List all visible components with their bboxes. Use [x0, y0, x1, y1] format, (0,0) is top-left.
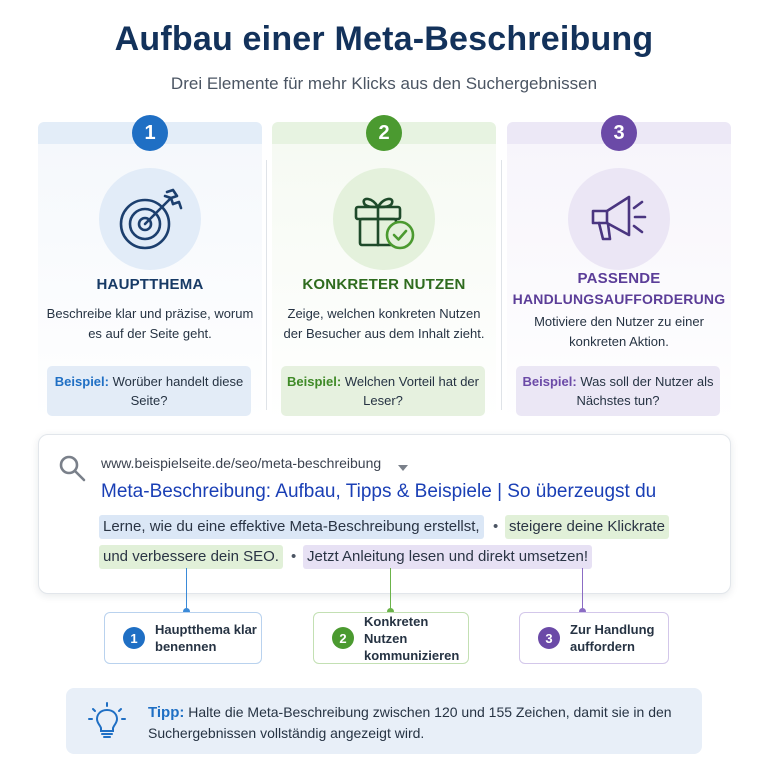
column-heading: KONKRETER NUTZEN [302, 276, 466, 293]
chevron-down-icon[interactable] [397, 459, 409, 477]
label-card-handlung [519, 612, 669, 664]
target-arrow-icon [99, 168, 201, 270]
label-card-line2: benennen [155, 639, 217, 654]
column-description: Beschreibe klar und präzise, worum es auf der Seite geht. [46, 306, 254, 341]
label-card-line1: Konkreten Nutzen [364, 613, 429, 646]
lightbulb-icon [86, 700, 128, 747]
label-card-hauptthema [104, 612, 262, 664]
example-label: Beispiel: [54, 374, 109, 389]
column-heading [507, 268, 731, 310]
snippet-separator: • [291, 548, 297, 565]
connector-line [186, 568, 187, 612]
column-divider [501, 160, 502, 410]
tip-body: Halte die Meta-Beschreibung zwischen 120 und 155 Zeichen, damit sie in den Suchergebnissen vollständig angezeigt wird. [148, 704, 672, 741]
column-handlungsaufforderung [507, 122, 731, 422]
gift-check-icon [333, 168, 435, 270]
label-card-line2: kommunizieren [364, 647, 460, 663]
column-konkreter-nutzen [272, 122, 496, 422]
column-heading-line1: PASSENDE [577, 270, 661, 287]
label-card-line1: Hauptthema klar [155, 622, 257, 637]
connector-line [390, 568, 391, 612]
column-divider [266, 160, 267, 410]
label-card-text [364, 613, 468, 664]
label-card-nutzen [313, 612, 469, 664]
snippet-segment-hauptthema: Lerne, wie du eine effektive Meta-Beschreibung erstellst, [99, 515, 484, 539]
step-number-badge: 1 [132, 115, 168, 151]
step-number-badge: 1 [123, 627, 145, 649]
tip-text [148, 702, 688, 743]
label-card-line2: auffordern [570, 639, 635, 654]
megaphone-icon [568, 168, 670, 270]
snippet-segment-cta: Jetzt Anleitung lesen und direkt umsetzen! [303, 545, 592, 569]
step-number-badge: 3 [538, 627, 560, 649]
example-box [47, 366, 251, 416]
search-icon [57, 453, 87, 488]
column-description: Motiviere den Nutzer zu einer konkreten Aktion. [534, 314, 704, 349]
label-card-line1: Zur Handlung [570, 622, 655, 637]
snippet-separator: • [493, 518, 499, 535]
snippet-segment-nutzen: steigere deine Klickrate [505, 515, 669, 539]
example-text: Worüber handelt diese Seite? [112, 374, 244, 408]
column-heading-line2: HANDLUNGSAUFFORDERUNG [512, 291, 726, 307]
result-title-link[interactable]: Meta-Beschreibung: Aufbau, Tipps & Beispiele | So überzeugst du [101, 481, 657, 502]
column-hauptthema [38, 122, 262, 422]
page-subtitle: Drei Elemente für mehr Klicks aus den Suchergebnissen [170, 74, 598, 93]
step-number-badge: 2 [366, 115, 402, 151]
example-box [281, 366, 485, 416]
example-label: Beispiel: [522, 374, 577, 389]
label-card-text [570, 621, 655, 655]
page-title: Aufbau einer Meta-Beschreibung [114, 20, 654, 58]
example-text: Was soll der Nutzer als Nächstes tun? [576, 374, 714, 408]
result-url[interactable]: www.beispielseite.de/seo/meta-beschreibung [101, 455, 382, 471]
example-box [516, 366, 720, 416]
connector-line [582, 568, 583, 612]
column-description: Zeige, welchen konkreten Nutzen der Besucher aus dem Inhalt zieht. [283, 306, 485, 341]
step-number-badge: 2 [332, 627, 354, 649]
step-number-badge: 3 [601, 115, 637, 151]
example-text: Welchen Vorteil hat der Leser? [344, 374, 479, 408]
label-card-text [155, 621, 257, 655]
tip-label: Tipp: [148, 704, 185, 721]
tip-box [66, 688, 702, 754]
search-result-preview [38, 434, 731, 594]
snippet-segment-nutzen-cont: und verbessere dein SEO. [99, 545, 283, 569]
example-label: Beispiel: [287, 374, 342, 389]
column-heading: HAUPTTHEMA [96, 276, 204, 293]
